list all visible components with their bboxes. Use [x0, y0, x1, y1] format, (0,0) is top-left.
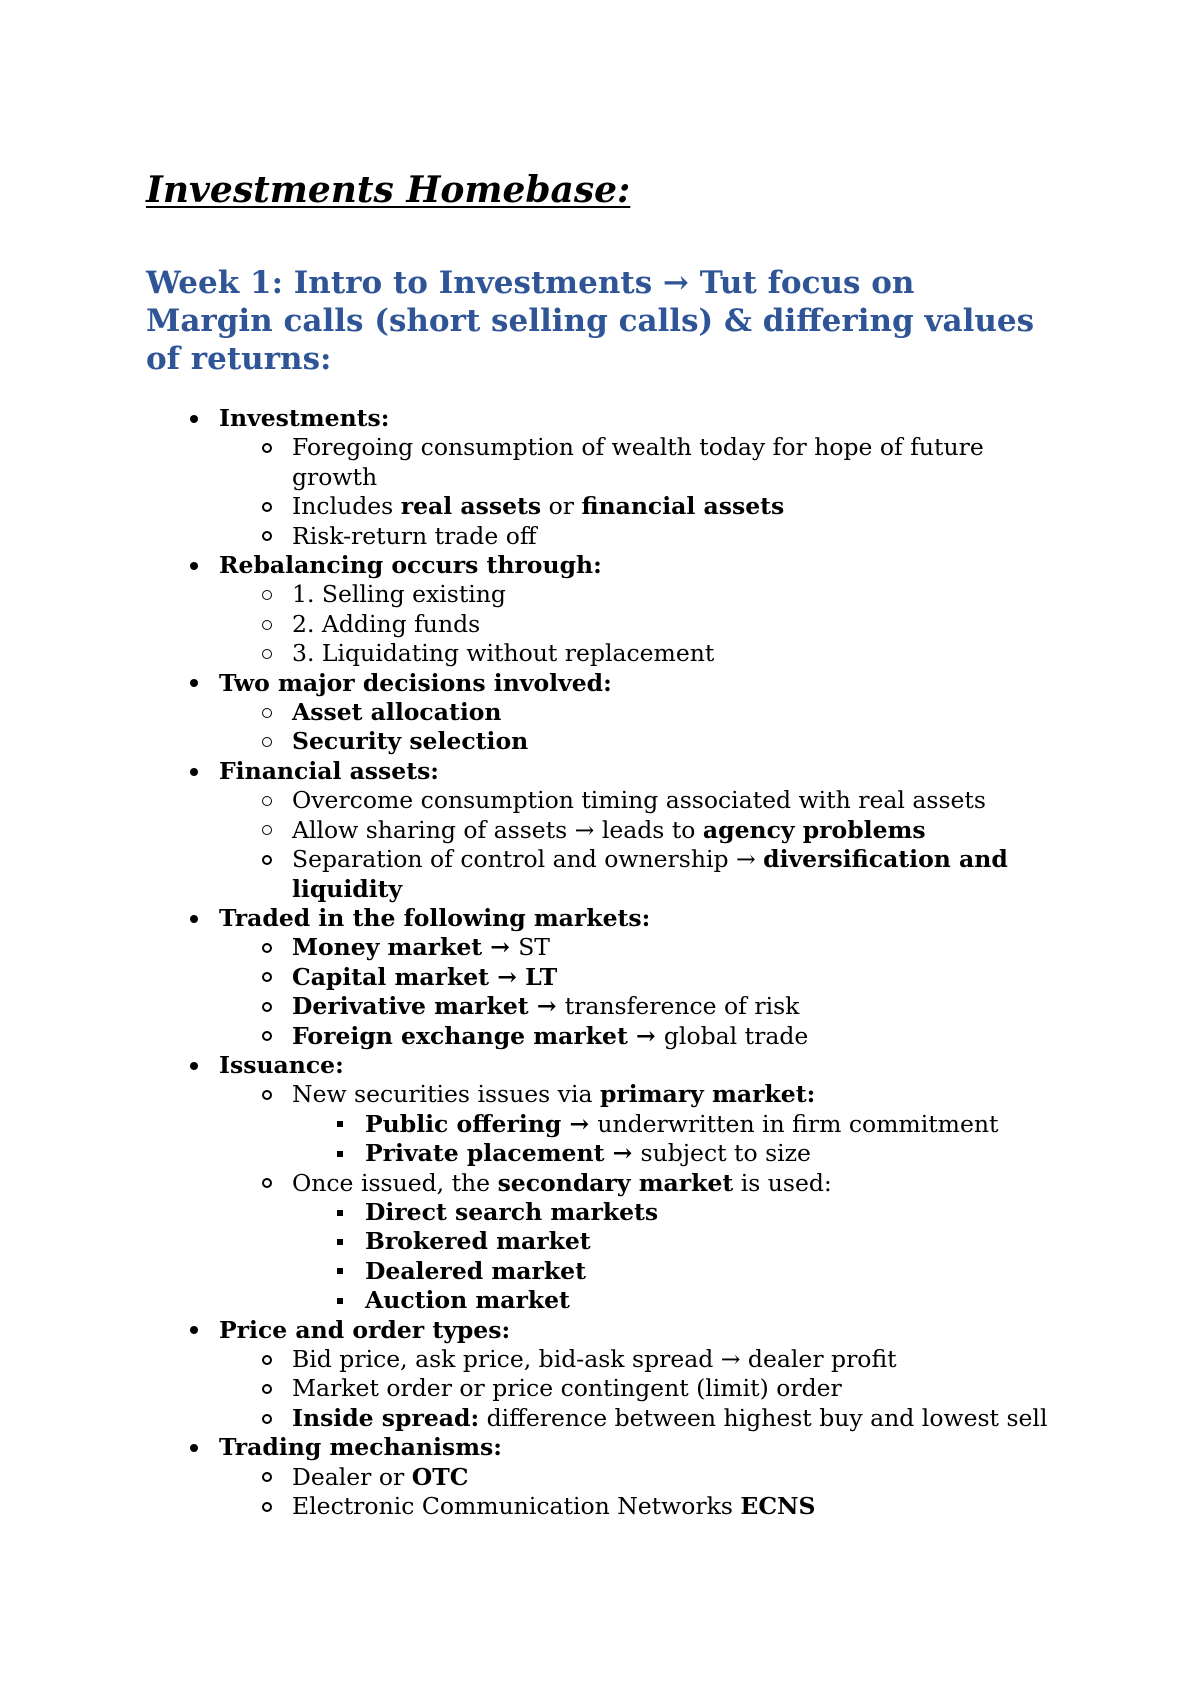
outline-text: Allow sharing of assets → leads to [292, 815, 703, 844]
outline-text: Money market → [292, 933, 519, 962]
outline-subitem [146, 845, 1066, 904]
outline-heading-item [146, 1433, 1066, 1462]
outline-subitem [146, 1169, 1066, 1198]
ring-thin-icon [262, 708, 272, 718]
square-icon [337, 1210, 343, 1216]
outline-text: OTC [411, 1462, 469, 1491]
bullet-icon [179, 904, 209, 933]
outline-subitem [146, 816, 1066, 845]
outline-text: real assets [400, 492, 542, 521]
outline-text: Derivative market → [292, 992, 565, 1021]
outline-text: 2. Adding funds [292, 609, 481, 638]
bullet-icon [252, 727, 282, 756]
ring-bold-icon [262, 1002, 272, 1012]
outline-text: financial assets [581, 492, 785, 521]
bullet-icon [252, 933, 282, 962]
outline-text: Direct search markets [365, 1197, 659, 1226]
bullet-icon [252, 580, 282, 609]
outline-subsubitem [146, 1257, 1066, 1286]
outline-text: Two major decisions involved: [219, 668, 612, 697]
outline-text: transference of risk [564, 992, 800, 1021]
outline-subitem [146, 610, 1066, 639]
outline-text: global trade [663, 1021, 809, 1050]
outline-subitem [146, 1022, 1066, 1051]
outline-text: Brokered market [365, 1227, 591, 1256]
bullet-icon [252, 816, 282, 845]
outline-subsubitem [146, 1286, 1066, 1315]
outline-text: difference between highest buy and lowest sell [479, 1403, 1048, 1432]
outline-subitem [146, 580, 1066, 609]
outline-text: is used: [733, 1168, 832, 1197]
outline-text: Auction market [365, 1286, 570, 1315]
outline-text: Price and order types: [219, 1315, 511, 1344]
outline-text: Includes [292, 492, 401, 521]
outline-text: Private placement → [365, 1139, 641, 1168]
dot-icon [190, 1444, 198, 1452]
bullet-icon [325, 1257, 355, 1286]
outline-heading-item [146, 757, 1066, 786]
outline-text: ECNS [740, 1492, 816, 1521]
outline-text: Financial assets: [219, 756, 439, 785]
dot-icon [190, 1062, 198, 1070]
outline-subitem [146, 433, 1066, 492]
outline-subitem [146, 727, 1066, 756]
bullet-icon [252, 1374, 282, 1403]
square-icon [337, 1151, 343, 1157]
bullet-icon [252, 522, 282, 551]
ring-bold-icon [262, 1502, 272, 1512]
bullet-icon [179, 669, 209, 698]
ring-bold-icon [262, 1414, 272, 1424]
bullet-icon [325, 1227, 355, 1256]
bullet-icon [325, 1110, 355, 1139]
dot-icon [190, 679, 198, 687]
bullet-icon [179, 1433, 209, 1462]
outline-text: primary market: [599, 1080, 816, 1109]
square-icon [337, 1121, 343, 1127]
outline-text: Once issued, the [292, 1168, 498, 1197]
square-icon [337, 1239, 343, 1245]
outline-text: Separation of control and ownership → [292, 845, 764, 874]
bullet-icon [252, 492, 282, 521]
square-icon [337, 1298, 343, 1304]
outline-subsubitem [146, 1227, 1066, 1256]
ring-thin-icon [262, 620, 272, 630]
outline-text: Overcome consumption timing associated with real assets [292, 786, 986, 815]
outline-text: Investments: [219, 404, 390, 432]
ring-bold-icon [262, 1031, 272, 1041]
outline-text: Traded in the following markets: [219, 903, 651, 932]
outline-heading-item [146, 1316, 1066, 1345]
outline-text: underwritten in firm commitment [597, 1109, 999, 1138]
dot-icon [190, 1326, 198, 1334]
bullet-icon [252, 1022, 282, 1051]
outline-text: diversification and liquidity [292, 845, 1008, 903]
outline-text: Dealered market [365, 1256, 586, 1285]
bullet-icon [252, 433, 282, 462]
bullet-icon [179, 404, 209, 433]
outline-text: 1. Selling existing [292, 580, 506, 609]
bullet-icon [252, 698, 282, 727]
bullet-icon [252, 610, 282, 639]
outline-subsubitem [146, 1139, 1066, 1168]
document-title: Investments Homebase: [146, 169, 631, 211]
bullet-icon [252, 845, 282, 874]
bullet-icon [325, 1198, 355, 1227]
ring-thin-icon [262, 590, 272, 600]
ring-thin-icon [262, 649, 272, 659]
outline-text: Rebalancing occurs through: [219, 551, 602, 580]
bullet-icon [252, 1345, 282, 1374]
dot-icon [190, 562, 198, 570]
ring-thin-icon [262, 825, 272, 835]
bullet-icon [252, 963, 282, 992]
ring-bold-icon [262, 443, 272, 453]
outline-subsubitem [146, 1198, 1066, 1227]
ring-thin-icon [262, 737, 272, 747]
outline-text: secondary market [497, 1168, 734, 1197]
outline-text: Inside spread: [292, 1403, 480, 1432]
ring-bold-icon [262, 1384, 272, 1394]
outline-text: Issuance: [219, 1050, 344, 1079]
bullet-icon [252, 639, 282, 668]
outline-text: Risk-return trade off [292, 521, 537, 550]
outline-text: 3. Liquidating without replacement [292, 639, 715, 668]
outline-text: Market order or price contingent (limit) order [292, 1374, 842, 1403]
outline-heading-item [146, 1051, 1066, 1080]
bullet-icon [252, 1463, 282, 1492]
outline-text: agency problems [702, 815, 926, 844]
dot-icon [190, 415, 198, 423]
outline-subitem [146, 639, 1066, 668]
outline-text: Security selection [292, 727, 529, 756]
bullet-icon [325, 1139, 355, 1168]
bullet-icon [179, 757, 209, 786]
outline-subitem [146, 492, 1066, 521]
ring-bold-icon [262, 855, 272, 865]
outline-text: Foregoing consumption of wealth today for hope of future growth [292, 433, 984, 491]
bullet-icon [252, 992, 282, 1021]
outline-subitem [146, 963, 1066, 992]
ring-bold-icon [262, 1090, 272, 1100]
ring-bold-icon [262, 972, 272, 982]
outline-text: Public offering → [365, 1109, 598, 1138]
outline-heading-item [146, 904, 1066, 933]
week-heading: Week 1: Intro to Investments → Tut focus on Margin calls (short selling calls) & differing values of returns: [146, 265, 1035, 377]
outline-text: Bid price, ask price, bid-ask spread → dealer profit [292, 1345, 897, 1373]
outline-subitem [146, 1345, 1066, 1374]
outline-subitem [146, 698, 1066, 727]
outline-text: subject to size [640, 1139, 811, 1168]
ring-bold-icon [262, 1472, 272, 1482]
outline-subsubitem [146, 1110, 1066, 1139]
bullet-icon [252, 1492, 282, 1521]
bullet-icon [252, 786, 282, 815]
bullet-icon [179, 551, 209, 580]
outline-subitem [146, 1463, 1066, 1492]
dot-icon [190, 915, 198, 923]
outline-subitem [146, 1404, 1066, 1433]
ring-thin-icon [262, 796, 272, 806]
bullet-icon [325, 1286, 355, 1315]
outline-text: ST [518, 933, 550, 962]
bullet-icon [179, 1051, 209, 1080]
outline-text: Electronic Communication Networks [292, 1492, 741, 1521]
outline-text: Asset allocation [292, 698, 502, 727]
dot-icon [190, 768, 198, 776]
outline-heading-item [146, 551, 1066, 580]
outline-text: Trading mechanisms: [219, 1433, 502, 1462]
outline-subitem [146, 786, 1066, 815]
bullet-icon [252, 1080, 282, 1109]
square-icon [337, 1268, 343, 1274]
bullet-icon [252, 1169, 282, 1198]
outline-subitem [146, 1080, 1066, 1109]
outline-text: Dealer or [292, 1462, 412, 1491]
outline-text: New securities issues via [292, 1080, 600, 1109]
outline-heading-item [146, 669, 1066, 698]
ring-bold-icon [262, 1178, 272, 1188]
outline-text: Foreign exchange market → [292, 1021, 664, 1050]
bullet-icon [252, 1404, 282, 1433]
outline-heading-item [146, 404, 1066, 433]
outline-subitem [146, 992, 1066, 1021]
outline-subitem [146, 1492, 1066, 1521]
ring-bold-icon [262, 1355, 272, 1365]
outline-text: or [541, 492, 582, 521]
bullet-outline [146, 404, 1066, 1521]
outline-subitem [146, 933, 1066, 962]
ring-bold-icon [262, 943, 272, 953]
outline-subitem [146, 522, 1066, 551]
bullet-icon [179, 1316, 209, 1345]
ring-bold-icon [262, 502, 272, 512]
outline-subitem [146, 1374, 1066, 1403]
outline-text: Capital market → LT [292, 962, 558, 991]
ring-bold-icon [262, 531, 272, 541]
